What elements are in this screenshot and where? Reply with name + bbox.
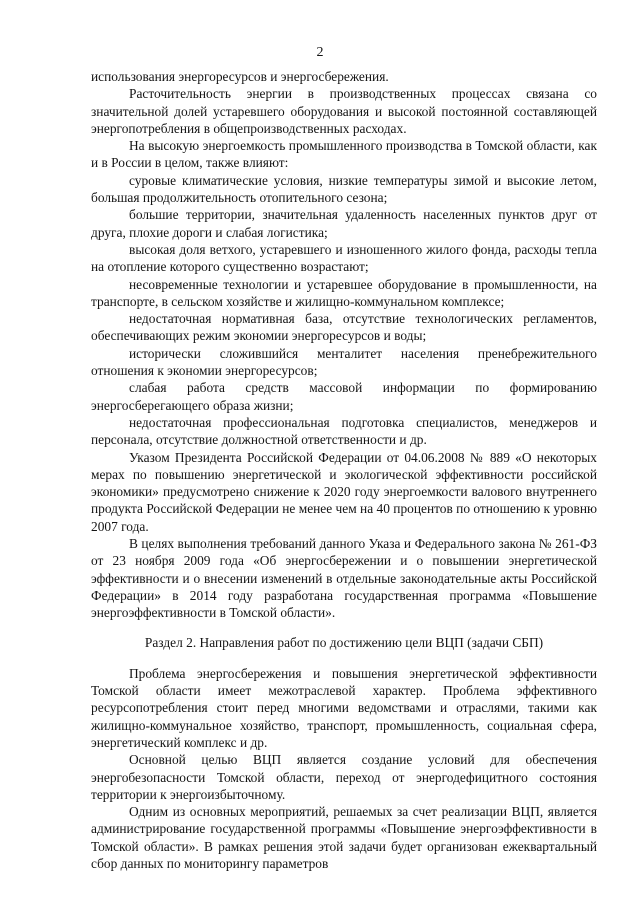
list-item: слабая работа средств массовой информации по формированию энергосберегающего образа жизни; xyxy=(91,380,597,413)
paragraph: В целях выполнения требований данного Указа и Федерального закона № 261-ФЗ от 23 ноября 2009 года «Об энергосбережении и о повышении энергетической эффективности и о внесении изменений в отдельные законодательные акты Российской Федерации» в 2014 году разработана государственная программа «Повышение энергоэффективности в Томской области». xyxy=(91,536,597,621)
section-heading: Раздел 2. Направления работ по достижению цели ВЦП (задачи СБП) xyxy=(144,634,544,650)
list-item: суровые климатические условия, низкие температуры зимой и высокие летом, большая продолжительность отопительного сезона; xyxy=(91,172,597,206)
paragraph: На высокую энергоемкость промышленного производства в Томской области, как и в России в целом, также влияют: xyxy=(91,138,597,171)
list-item: недостаточная нормативная база, отсутствие технологических регламентов, обеспечивающих режим экономии энергоресурсов и воды; xyxy=(91,311,597,344)
paragraph: использования энергоресурсов и энергосбережения. xyxy=(91,69,389,84)
list-item: исторически сложившийся менталитет населения пренебрежительного отношения к экономии энергоресурсов; xyxy=(91,345,597,379)
list-item: высокая доля ветхого, устаревшего и изношенного жилого фонда, расходы тепла на отопление которого существенно возрастают; xyxy=(91,241,597,275)
list-item: недостаточная профессиональная подготовка специалистов, менеджеров и персонала, отсутствие должностной ответственности и др. xyxy=(91,414,597,448)
paragraph: Проблема энергосбережения и повышения энергетической эффективности Томской области имеет межотраслевой характер. Проблема эффективного ресурсопотребления стоит перед многими ведомствами и отраслями, такими как жилищно-коммунальное хозяйство, транспорт, промышленность, социальная сфера, энергетический комплекс и др. xyxy=(91,665,597,750)
paragraph: Указом Президента Российской Федерации от 04.06.2008 № 889 «О некоторых мерах по повышению энергетической и экологической эффективности российской экономики» предусмотрено снижение к 2020 году энергоемкости валового внутреннего продукта Российской Федерации не менее чем на 40 процентов по отношению к уровню 2007 года. xyxy=(91,449,597,534)
list-item: несовременные технологии и устаревшее оборудование в промышленности, на транспорте, в сельском хозяйстве и жилищно-коммунальном комплексе; xyxy=(91,276,597,309)
page-number: 2 xyxy=(316,45,324,60)
document-body xyxy=(91,68,597,872)
list-item: большие территории, значительная удаленность населенных пунктов друг от друга, плохие дороги и слабая логистика; xyxy=(91,207,597,240)
paragraph: Расточительность энергии в производственных процессах связана со значительной долей устаревшего оборудования и высокой постоянной составляющей энергопотребления в общепроизводственных расходах. xyxy=(91,86,597,136)
paragraph: Одним из основных мероприятий, решаемых за счет реализации ВЦП, является администрирование государственной программы «Повышение энергоэффективности в Томской области». В рамках решения этой задачи будет организован ежеквартальный сбор данных по мониторингу параметров xyxy=(91,804,597,872)
paragraph: Основной целью ВЦП является создание условий для обеспечения энергобезопасности Томской области, переход от энергодефицитного состояния территории к энергоизбыточному. xyxy=(91,752,597,802)
